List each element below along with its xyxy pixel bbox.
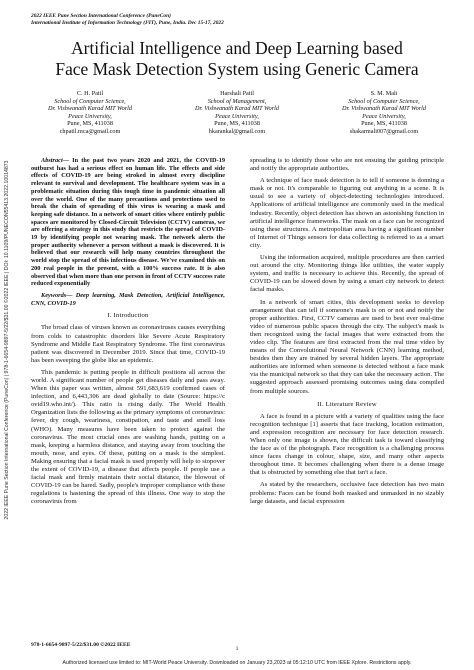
page-number: 1: [235, 646, 239, 652]
author-dept: School of Computer Science,: [54, 97, 126, 105]
author-email: chpatil.mca@gmail.com: [59, 127, 121, 135]
author-3: [314, 90, 454, 136]
conference-header-line1: 2022 IEEE Pune Section International Conference (PuneCon): [31, 13, 171, 19]
abstract: [31, 157, 225, 288]
author-univ: Dr. Vishwanath Karad MIT World: [195, 105, 279, 113]
author-name: Harshali Patil: [220, 90, 254, 97]
author-block: [20, 90, 454, 140]
left-column: [31, 157, 225, 511]
author-univ: Dr. Vishwanath Karad MIT World: [342, 105, 426, 113]
intro-paragraph-2: This pandemic is putting people in difficult positions all across the world. A significant number of people get diseases daily and pass away. When this paper was written, almost 591,683,619 confirmed cases of infection, and 6,443,306 are dead globally to date (Source: https://c ovid19.who.int/). This ratio is rising daily. The World Health Organization lists the following as the primary symptoms of coronavirus: fever, dry cough, weariness, constipation, and taste and smell loss (WHO). Many measures have been taken to protect against the coronavirus. The most crucial ones are washing hands, putting on a mask, keeping a harmless distance, and staying away from touching the mouth, nose, and eyes. Of these, putting on a mask is the simplest. Making ensuring that a facial mask is used properly will help to stopover the extent of COVID-19, a disease that affects people. If people use a facial mask and firmly maintain their social distance, the blowout of COVID-19 can be hared. Sadly, people's improper compliance with these regulations is hastening the spread of this illness. One way to stop the coronavirus from: [31, 368, 225, 506]
conference-header: [31, 13, 224, 27]
author-email: hkarankal@gmail.com: [208, 127, 266, 135]
isbn-footer: 978-1-6654-9897-5/22/$31.00 ©2022 IEEE: [31, 642, 131, 648]
author-city: Pune, MS, 411038: [214, 120, 260, 128]
abstract-text: In the past two years 2020 and 2021, the COVID-19 outburst has had a serious effect on human life. The effects and side effects of COVID-19 are being stroked in almost every discipline relevant to survival and development. The healthcare system was in a problematic situation during this tough time in pandemic situation all over the world. One of the many precautions and protections used to break the chain of spreading of this virus is wearing a mask and keeping safe distance. In a network of smart cities where entirely public spaces are monitored by Closed-Circuit Television (CCTV) cameras, we are offering a strategy in this study that restricts the spread of COVID-19 by identifying people not wearing mask. The network alerts the proper authority whenever a person without a mask is discovered. It is believed that our research will help many countries throughout the world stop the spread of this infectious disease. We've examined this on 200 real people in the present, with a 100% success rate. It is also observed that when more than one person in front of CCTV success rate reduced exponentially: [31, 157, 225, 288]
intro-paragraph-5: Using the information acquired, multiple procedures are then carried out around the city. Monitoring things like utilities, the water supply system, and traffic is necessary to achieve this. Recently, the spread of COVID-19 can be slowed down by using a smart city network to detect facial masks.: [250, 254, 444, 294]
intro-paragraph-3: spreading is to identify those who are not ensuing the guiding principle and notify the appropriate authorities.: [250, 157, 444, 173]
conference-header-line2: International Institute of Information Technology (I²IT), Pune, India. Dec 15-17, 2022: [31, 20, 224, 26]
section-heading-literature-review: II. Literature Review: [317, 400, 377, 408]
intro-paragraph-6: In a network of smart cities, this development seeks to develop arrangement that can tell if someone's mask is on or not and notify the proper authorities. First, CCTV cameras are used to best ever real-time video of numerous public spaces through the city. The subject's mask is then recognized using the facial images that were extracted from the video clip. The features are first extracted from the real time video by means of the Convolutional Neural Network (CNN) learning method, besides then they are trained by several hidden layers. The appropriate authorities are informed when someone is detected without a face mask via the municipal network so that they can take the necessary action. The suggested approach assessed promising outcomes using data compiled from multiple sources.: [250, 298, 444, 395]
doi-sidebar-text: 2022 IEEE Pune Section International Conference (PuneCon) | 978-1-6654-9897-5/22/$31.00 ©2022 IEEE | DOI: 10.1109/PUNECON55413.2022.10014873: [4, 160, 10, 520]
author-name: C. H. Patil: [76, 90, 104, 97]
author-city: Pune, MS, 411038: [67, 120, 113, 128]
license-notice: Authorized licensed use limited to: MIT-World Peace University. Downloaded on January 23,2023 at 05:12:10 UTC from IEEE Xplore. Restrictions apply.: [62, 660, 412, 666]
literature-paragraph-2: As stated by the researchers, occlusive face detection has two main problems: Faces can be found both masked and unmasked in no sizably large datasets, and facial expression: [250, 481, 444, 505]
keywords: Keywords— Deep learning, Mask Detection, Artificial Intelligence, CNN, COVID-19: [31, 291, 225, 307]
author-1: [20, 90, 160, 136]
intro-paragraph-4: A technique of face mask detection is to tell if someone is donning a mask or not. It's comparable to figuring out anything in a scene. It is usual to see a variety of object-detecting technologies introduced. Applications of artificial intelligence are commonly used in the medical industry. Recently, object detection has shown an astonishing function in artificial intelligence frameworks. The mask on a face can be recognized using these structures. A metropolitan area having a significant number of Internet of Things sensors for data collecting is referred to as a smart city.: [250, 177, 444, 249]
section-heading-introduction: I. Introduction: [107, 312, 149, 320]
author-univ2: Peace University,: [215, 112, 259, 120]
paper-title-line1: Artificial Intelligence and Deep Learning based: [71, 38, 403, 58]
author-2: [167, 90, 307, 136]
doi-sidebar: [2, 90, 12, 590]
paper-title-line2: Face Mask Detection System using Generic Camera: [55, 59, 419, 79]
author-name: S. M. Mali: [370, 90, 398, 97]
intro-paragraph-1: The broad class of viruses known as coronaviruses causes everything from colds to catastrophic disorders like Severe Acute Respiratory Syndrome and Middle East Respiratory Syndrome. The first coronavirus patient was discovered in December 2019. Since that time, COVID-19 has been sweeping the globe like an epidemic.: [31, 324, 225, 364]
author-univ2: Peace University,: [68, 112, 112, 120]
author-univ: Dr. Vishwanath Karad MIT World: [48, 105, 132, 113]
author-univ2: Peace University,: [362, 112, 406, 120]
right-column: [250, 157, 444, 510]
literature-paragraph-1: A face is found in a picture with a variety of qualities using the face recognition technique [1] asserts that face tracking, location estimation, and expression recognition are necessary for face detection research. When only one image is shown, the difficult task is toward classifying the face as of the photograph. Face recognition is a challenging process since faces change in colour, shape, size, and many other aspects throughout time. It becomes challenging when there is a dense image that is obstructed by something else that isn't a face.: [250, 412, 444, 477]
author-email: shakarmali007@gmail.com: [349, 127, 419, 135]
abstract-label: Abstract—: [41, 157, 69, 164]
author-dept: School of Computer Science,: [348, 97, 420, 105]
paper-title: [20, 38, 454, 80]
author-city: Pune, MS, 411038: [361, 120, 407, 128]
author-dept: School of Management,: [207, 97, 267, 105]
